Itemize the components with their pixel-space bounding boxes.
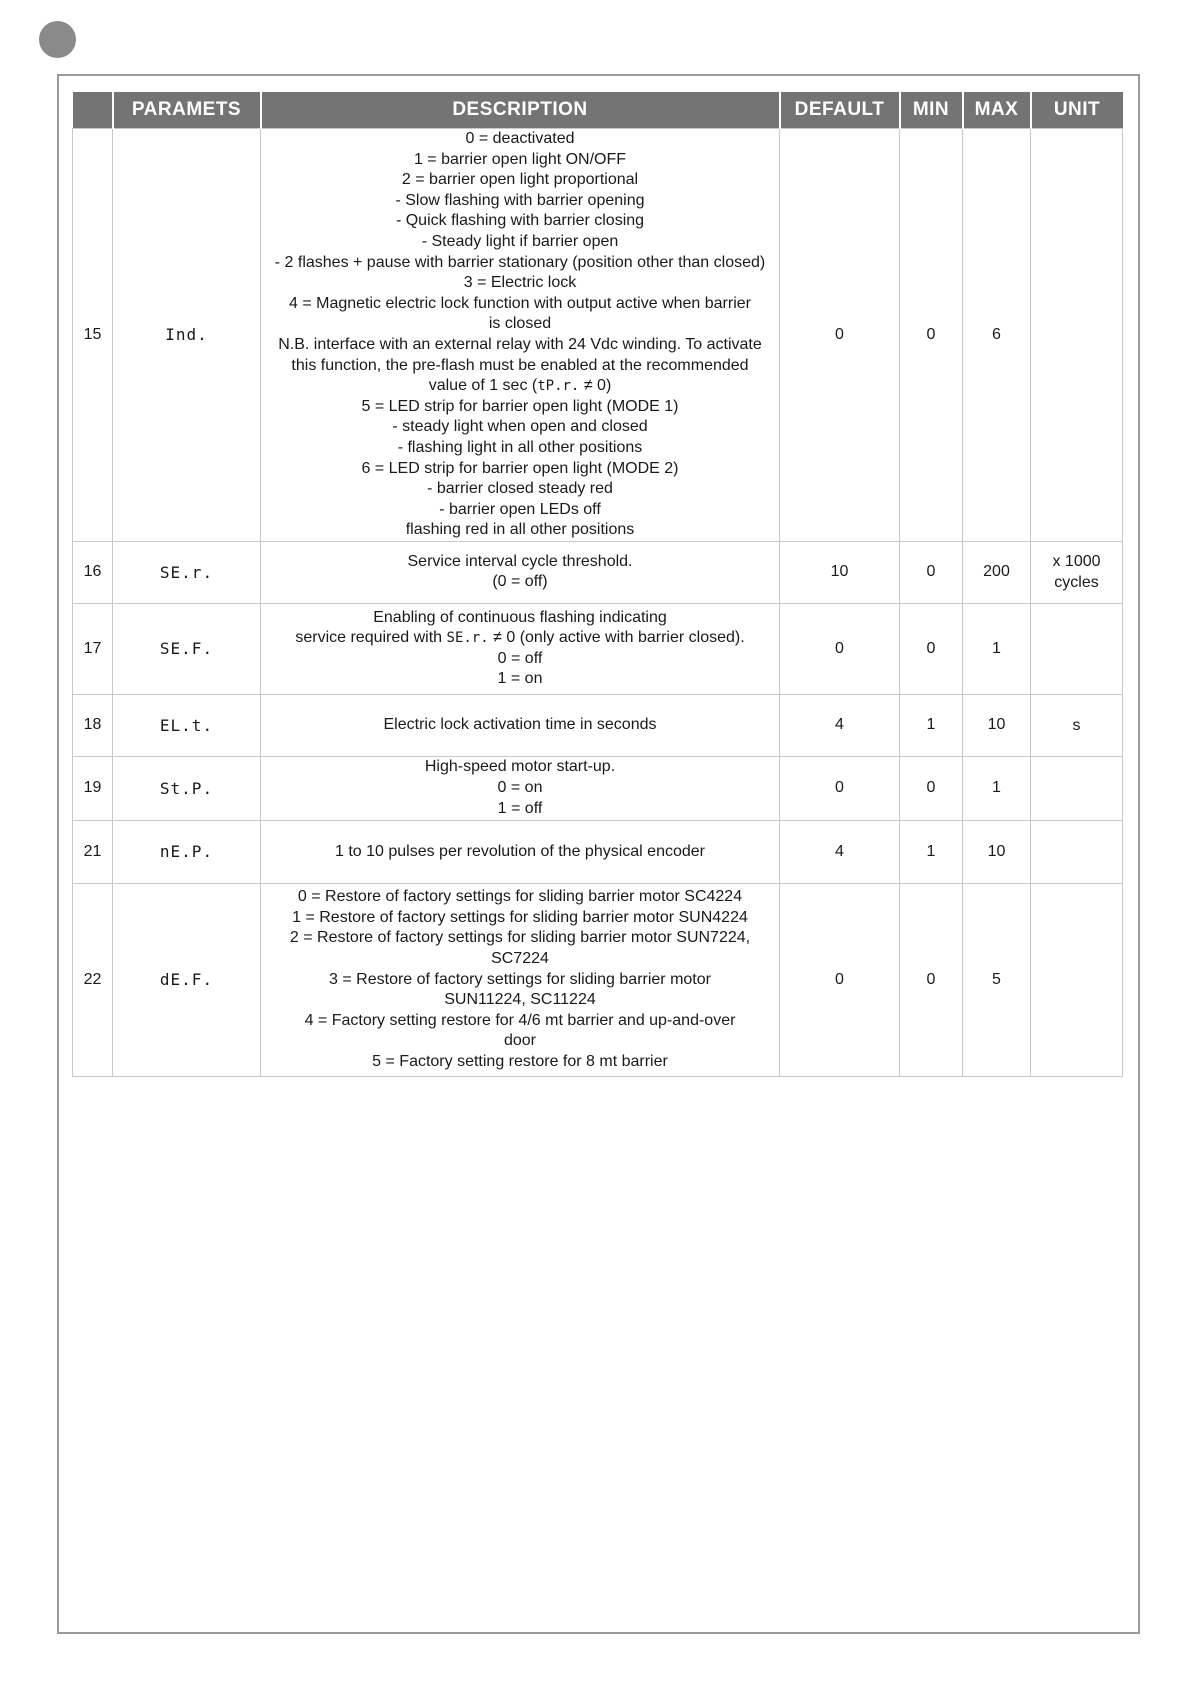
parameter-description (261, 756, 780, 820)
max-value: 10 (963, 694, 1031, 756)
description-line: - flashing light in all other positions (397, 438, 643, 456)
header-min: MIN (900, 92, 963, 129)
default-value: 10 (780, 541, 900, 603)
description-line: - barrier open LEDs off (439, 500, 601, 518)
unit-value (1031, 603, 1123, 694)
parameter-number: 22 (73, 883, 113, 1076)
parameter-number: 21 (73, 820, 113, 883)
max-value: 1 (963, 603, 1031, 694)
parameter-description (261, 883, 780, 1076)
max-value: 6 (963, 129, 1031, 542)
description-line: 0 = deactivated (465, 130, 575, 147)
header-default: DEFAULT (780, 92, 900, 129)
description-line: 0 = Restore of factory settings for sliding barrier motor SC4224 (297, 888, 743, 906)
min-value: 0 (900, 883, 963, 1076)
parameter-number: 17 (73, 603, 113, 694)
table-row (73, 603, 1123, 694)
description-line: 2 = barrier open light proportional (401, 171, 639, 189)
max-value: 5 (963, 883, 1031, 1076)
parameter-code-display: St.P. (113, 756, 261, 820)
description-line: 3 = Restore of factory settings for sliding barrier motor (329, 970, 711, 988)
description-line: 1 = on (497, 670, 543, 688)
parameter-code-display: dE.F. (113, 883, 261, 1076)
header-number (73, 92, 113, 129)
description-text: ≠ 0) (579, 377, 612, 395)
max-value: 1 (963, 756, 1031, 820)
max-value: 10 (963, 820, 1031, 883)
min-value: 0 (900, 129, 963, 542)
min-value: 1 (900, 820, 963, 883)
description-line: Service interval cycle threshold. (407, 552, 633, 570)
description-line (261, 628, 779, 649)
unit-value (1031, 756, 1123, 820)
description-line (261, 376, 779, 397)
description-line: 4 = Magnetic electric lock function with output active when barrier (288, 294, 751, 312)
table-row (73, 756, 1123, 820)
description-line: - Slow flashing with barrier opening (395, 191, 645, 209)
parameter-code-display: SE.r. (113, 541, 261, 603)
table-header-row (73, 92, 1123, 129)
table-row (73, 129, 1123, 542)
description-line: 2 = Restore of factory settings for sliding barrier motor SUN7224, (289, 929, 751, 947)
inline-parameter-code: tP.r. (537, 378, 580, 395)
parameter-number: 16 (73, 541, 113, 603)
parameter-number: 15 (73, 129, 113, 542)
description-line: this function, the pre-flash must be enabled at the recommended (291, 356, 749, 374)
description-line: N.B. interface with an external relay with 24 Vdc winding. To activate (278, 335, 762, 353)
max-value: 200 (963, 541, 1031, 603)
header-description: DESCRIPTION (261, 92, 780, 129)
parameter-number: 18 (73, 694, 113, 756)
parameter-description (261, 694, 780, 756)
description-line: 6 = LED strip for barrier open light (MODE 2) (361, 459, 679, 477)
description-line: Electric lock activation time in seconds (383, 716, 657, 734)
description-line: 4 = Factory setting restore for 4/6 mt barrier and up-and-over (304, 1011, 736, 1029)
default-value: 4 (780, 820, 900, 883)
unit-value: s (1031, 694, 1123, 756)
description-line: - steady light when open and closed (392, 418, 648, 436)
unit-value (1031, 883, 1123, 1076)
description-line: door (503, 1032, 537, 1050)
default-value: 4 (780, 694, 900, 756)
description-line: 1 to 10 pulses per revolution of the physical encoder (334, 842, 705, 860)
description-line: 5 = Factory setting restore for 8 mt barrier (372, 1052, 668, 1070)
header-parameter: PARAMETS (113, 92, 261, 129)
description-line: - Steady light if barrier open (421, 232, 619, 250)
description-line: - Quick flashing with barrier closing (395, 212, 645, 230)
unit-value: x 1000 cycles (1031, 541, 1123, 603)
parameter-description (261, 129, 780, 542)
description-line: - barrier closed steady red (427, 480, 613, 498)
description-line: 0 = off (497, 649, 543, 667)
description-line: 1 = off (497, 799, 543, 817)
parameter-code-display: Ind. (113, 129, 261, 542)
header-max: MAX (963, 92, 1031, 129)
description-text: ≠ 0 (only active with barrier closed). (488, 629, 745, 647)
min-value: 1 (900, 694, 963, 756)
parameter-code-display: SE.F. (113, 603, 261, 694)
header-unit: UNIT (1031, 92, 1123, 129)
table-row (73, 883, 1123, 1076)
description-line: is closed (488, 315, 552, 333)
description-line: 3 = Electric lock (463, 274, 577, 292)
description-line: flashing red in all other positions (405, 521, 635, 539)
unit-value (1031, 129, 1123, 542)
description-line: (0 = off) (492, 573, 548, 591)
parameter-code-display: nE.P. (113, 820, 261, 883)
unit-value (1031, 820, 1123, 883)
description-line: Enabling of continuous flashing indicating (373, 608, 667, 626)
min-value: 0 (900, 603, 963, 694)
default-value: 0 (780, 129, 900, 542)
parameters-table (72, 92, 1123, 1077)
parameter-number: 19 (73, 756, 113, 820)
parameter-description (261, 603, 780, 694)
table-row (73, 541, 1123, 603)
description-line: 5 = LED strip for barrier open light (MODE 1) (361, 397, 679, 415)
default-value: 0 (780, 603, 900, 694)
description-line: SC7224 (491, 949, 549, 967)
description-line: SUN11224, SC11224 (444, 991, 596, 1009)
parameter-description (261, 820, 780, 883)
min-value: 0 (900, 541, 963, 603)
description-line: - 2 flashes + pause with barrier stationary (position other than closed) (274, 253, 766, 271)
description-line: High-speed motor start-up. (424, 758, 616, 776)
default-value: 0 (780, 883, 900, 1076)
table-row (73, 820, 1123, 883)
inline-parameter-code: SE.r. (446, 630, 489, 647)
page-marker-dot (39, 21, 76, 58)
description-line: 1 = barrier open light ON/OFF (413, 150, 627, 168)
default-value: 0 (780, 756, 900, 820)
table-row (73, 694, 1123, 756)
description-text: service required with (295, 629, 447, 647)
description-line: 0 = on (497, 779, 543, 797)
parameter-description (261, 541, 780, 603)
description-text: value of 1 sec ( (428, 377, 538, 395)
min-value: 0 (900, 756, 963, 820)
description-line: 1 = Restore of factory settings for sliding barrier motor SUN4224 (292, 908, 748, 926)
parameter-code-display: EL.t. (113, 694, 261, 756)
